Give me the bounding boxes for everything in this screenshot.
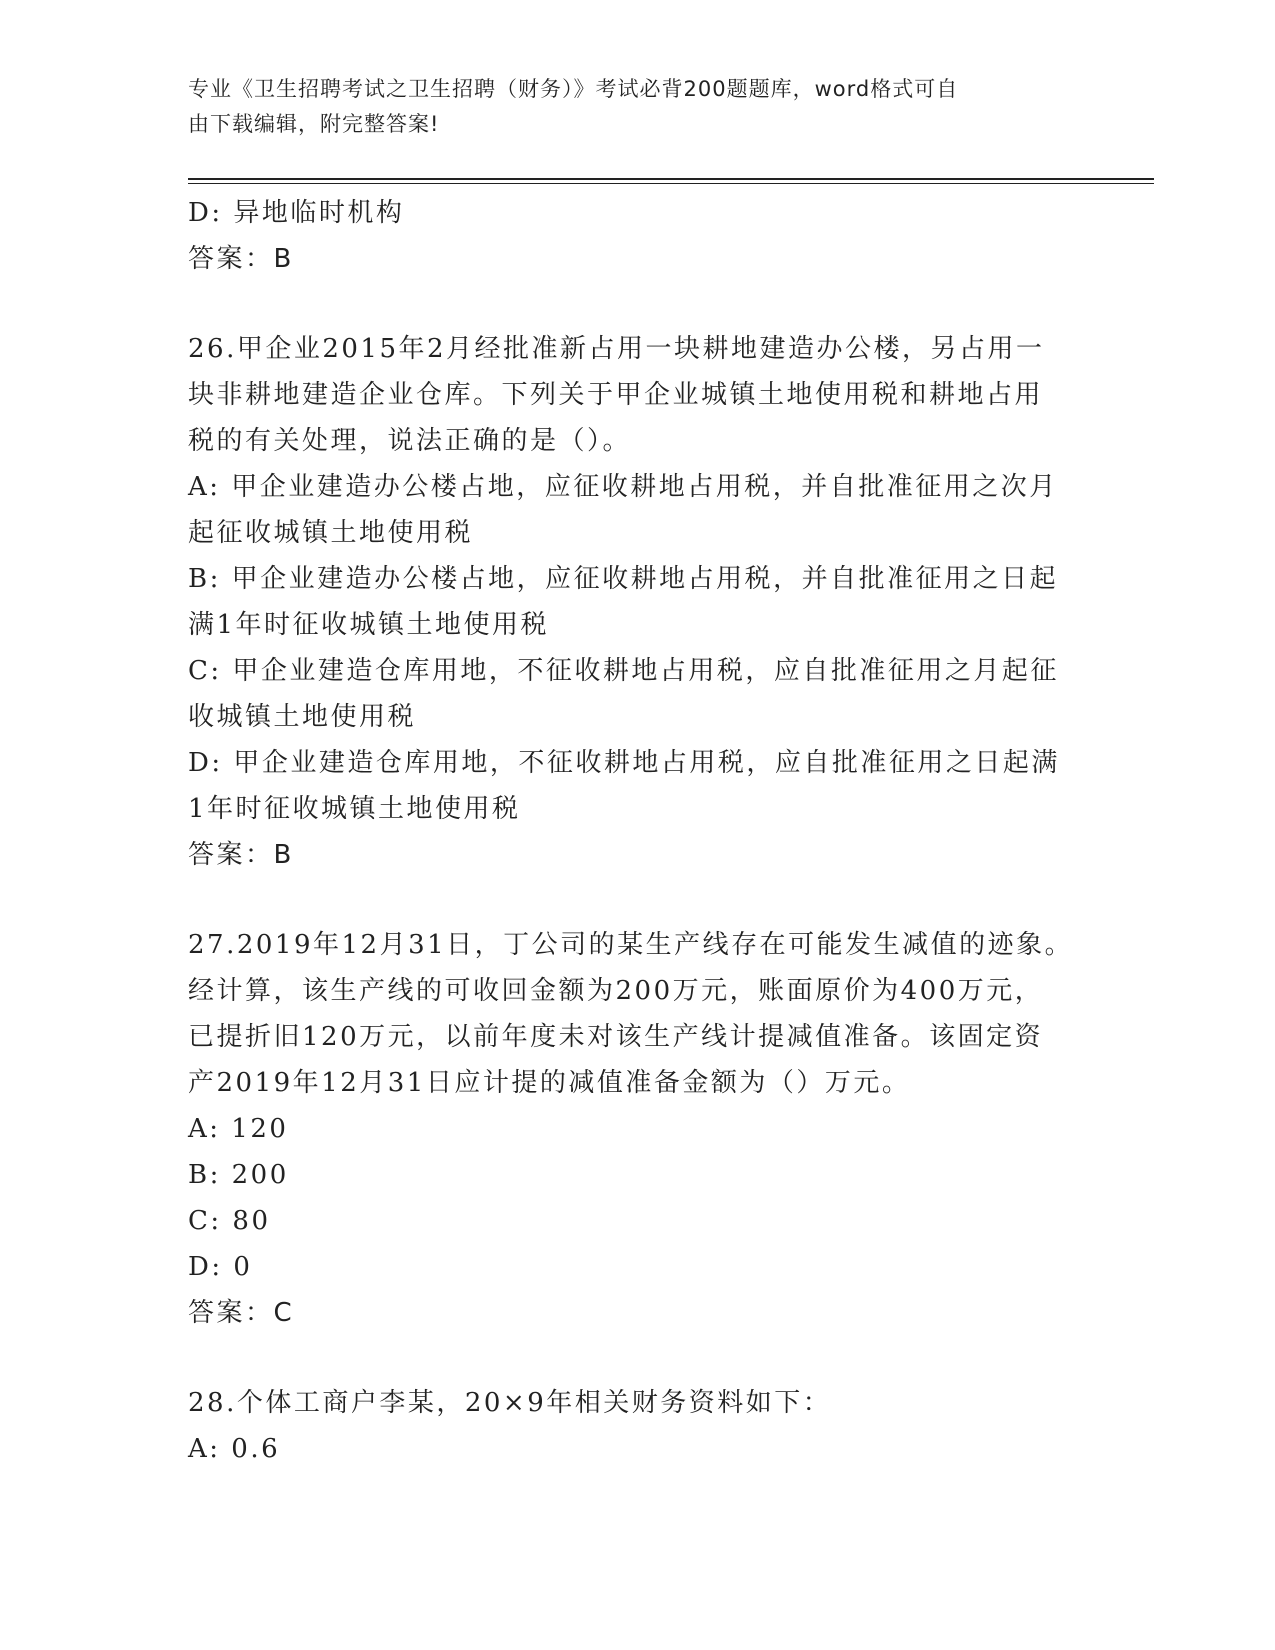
header-rule-thin	[188, 183, 1154, 184]
q27-option-c: C: 80	[188, 1206, 271, 1236]
q26-option-b-cont: 满1年时征收城镇土地使用税	[188, 610, 550, 640]
q26-option-c-cont: 收城镇土地使用税	[188, 702, 417, 732]
q27-stem-line: 经计算，该生产线的可收回金额为200万元，账面原价为400万元，	[188, 976, 1044, 1006]
q26-answer: 答案：B	[188, 840, 294, 870]
header-line-2: 由下载编辑，附完整答案!	[188, 112, 440, 136]
q27-option-d: D: 0	[188, 1252, 253, 1282]
q28-stem: 28.个体工商户李某，20×9年相关财务资料如下：	[188, 1388, 832, 1418]
q27-stem-line: 27.2019年12月31日，丁公司的某生产线存在可能发生减值的迹象。	[188, 930, 1074, 960]
q27-stem-line: 已提折旧120万元，以前年度未对该生产线计提减值准备。该固定资	[188, 1022, 1044, 1052]
header-line-1: 专业《卫生招聘考试之卫生招聘（财务）》考试必背200题题库，word格式可自	[188, 77, 959, 101]
question-27	[188, 922, 1088, 1336]
q27-option-a: A: 120	[188, 1114, 289, 1144]
q26-stem-line: 税的有关处理，说法正确的是（）。	[188, 426, 632, 456]
q28-option-a: A: 0.6	[188, 1434, 281, 1464]
q26-option-d: D: 甲企业建造仓库用地，不征收耕地占用税，应自批准征用之日起满	[188, 748, 1060, 778]
q26-option-a-cont: 起征收城镇土地使用税	[188, 518, 474, 548]
question-28	[188, 1380, 1088, 1472]
q26-stem-line: 26.甲企业2015年2月经批准新占用一块耕地建造办公楼，另占用一	[188, 334, 1045, 364]
prev-answer: 答案：B	[188, 244, 294, 274]
q26-option-d-cont: 1年时征收城镇土地使用税	[188, 794, 521, 824]
q26-stem-line: 块非耕地建造企业仓库。下列关于甲企业城镇土地使用税和耕地占用	[188, 380, 1044, 410]
q26-option-a: A: 甲企业建造办公楼占地，应征收耕地占用税，并自批准征用之次月	[188, 472, 1058, 502]
header-rule-thick	[188, 178, 1154, 180]
document-header	[188, 72, 1068, 142]
q26-option-c: C: 甲企业建造仓库用地，不征收耕地占用税，应自批准征用之月起征	[188, 656, 1059, 686]
prev-option-d: D: 异地临时机构	[188, 198, 405, 228]
q26-option-b: B: 甲企业建造办公楼占地，应征收耕地占用税，并自批准征用之日起	[188, 564, 1059, 594]
q27-option-b: B: 200	[188, 1160, 289, 1190]
q27-answer: 答案：C	[188, 1298, 295, 1328]
q27-stem-line: 产2019年12月31日应计提的减值准备金额为（）万元。	[188, 1068, 911, 1098]
document-body	[188, 190, 1088, 1472]
question-26	[188, 326, 1088, 878]
